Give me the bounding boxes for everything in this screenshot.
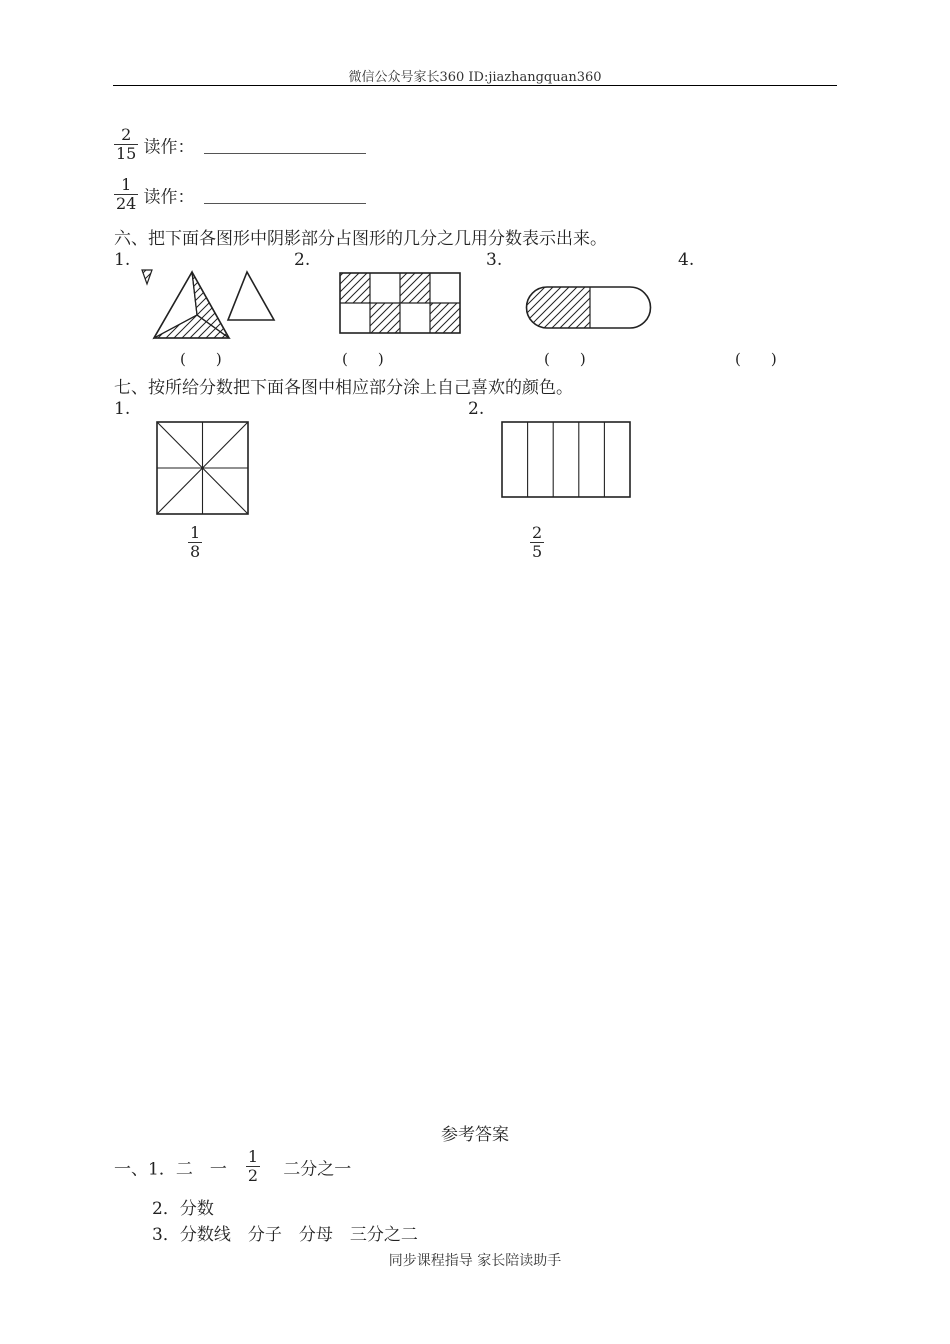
section-7-title: 七、按所给分数把下面各图中相应部分涂上自己喜欢的颜色。 bbox=[114, 378, 573, 398]
fraction-1-8 bbox=[188, 524, 202, 562]
read-as-label: 读作： bbox=[143, 187, 195, 208]
item-number-2: 2. bbox=[294, 250, 311, 270]
fraction-denominator: 8 bbox=[190, 542, 201, 562]
figure-rect-fifths bbox=[502, 422, 630, 497]
answer-paren-1[interactable]: ( ) bbox=[180, 350, 222, 368]
answer-suffix: 二分之一 bbox=[283, 1159, 352, 1180]
read-as-label: 读作： bbox=[143, 137, 195, 158]
item-number-2: 2. bbox=[468, 399, 485, 419]
item-number-1: 1. bbox=[114, 399, 131, 419]
answer-paren-4[interactable]: ( ) bbox=[735, 350, 777, 368]
fraction-numerator: 2 bbox=[121, 125, 132, 144]
answer-line-3: 3．分数线 分子 分母 三分之二 bbox=[152, 1225, 418, 1245]
section-6-title: 六、把下面各图形中阴影部分占图形的几分之几用分数表示出来。 bbox=[114, 229, 607, 249]
page-header: 微信公众号家长360 ID:jiazhangquan360 bbox=[348, 70, 602, 85]
item-number-4: 4. bbox=[678, 250, 695, 270]
figure-square-eighths bbox=[157, 422, 248, 514]
partial-triangle-hatched bbox=[142, 270, 152, 284]
fraction-numerator: 2 bbox=[532, 523, 543, 542]
page-footer: 同步课程指导 家长陪读助手 bbox=[388, 1253, 562, 1269]
fraction-denominator: 5 bbox=[532, 542, 543, 562]
fraction-denominator: 24 bbox=[116, 194, 137, 214]
answer-line-1 bbox=[114, 1148, 351, 1186]
fraction-numerator: 1 bbox=[247, 1147, 259, 1166]
answer-line-2: 2．分数 bbox=[152, 1199, 214, 1219]
figure-capsule bbox=[527, 287, 651, 328]
fraction-denominator: 2 bbox=[247, 1166, 259, 1186]
fraction-1-2 bbox=[246, 1148, 260, 1186]
fraction-2-5 bbox=[530, 524, 544, 562]
fraction-denominator: 15 bbox=[116, 144, 137, 164]
fraction-numerator: 1 bbox=[121, 175, 132, 194]
figure-triangle bbox=[142, 270, 274, 338]
figure-grid bbox=[340, 273, 460, 333]
fraction-numerator: 1 bbox=[190, 523, 201, 542]
answer-prefix: 一、1．二 一 bbox=[114, 1159, 227, 1180]
answer-paren-2[interactable]: ( ) bbox=[342, 350, 384, 368]
answer-paren-3[interactable]: ( ) bbox=[544, 350, 586, 368]
item-number-3: 3. bbox=[486, 250, 503, 270]
answers-title: 参考答案 bbox=[441, 1125, 509, 1145]
item-number-1: 1. bbox=[114, 250, 131, 270]
small-triangle bbox=[228, 272, 274, 320]
